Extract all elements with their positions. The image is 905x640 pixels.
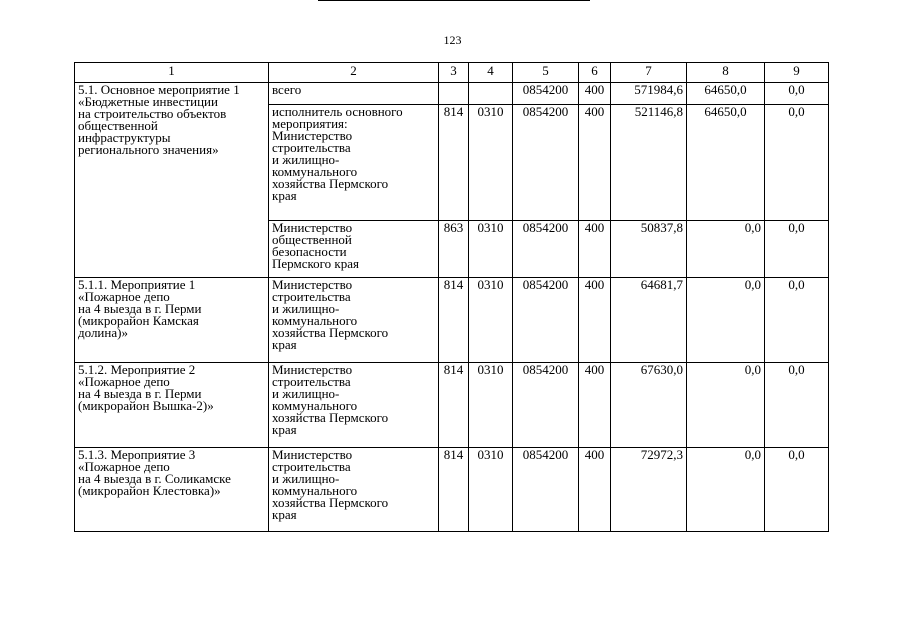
table-row [75,83,829,105]
cell-col6: 400 [579,83,611,105]
cell-col3: 863 [439,221,469,278]
cell-col9: 0,0 [765,105,829,221]
cell-col8: 0,0 [687,221,765,278]
cell-col3: 814 [439,363,469,448]
cell-col3 [439,83,469,105]
cell-col5: 0854200 [513,105,579,221]
table-row [75,278,829,363]
cell-col9: 0,0 [765,221,829,278]
executor-cell [269,278,439,363]
executor-cell [269,83,439,105]
measure-cell [75,83,269,278]
header-cell: 5 [513,63,579,83]
cell-col7: 72972,3 [611,448,687,532]
measure-cell [75,278,269,363]
executor-cell [269,448,439,532]
cell-col4 [469,83,513,105]
measure-text: 5.1.3. Мероприятие 3 «Пожарное депо на 4 выезда в г. Соликамске (микрорайон Клестовка)» [78,447,231,498]
cell-col4: 0310 [469,363,513,448]
cell-col7: 571984,6 [611,83,687,105]
cell-col9: 0,0 [765,83,829,105]
executor-cell [269,363,439,448]
cell-col4: 0310 [469,221,513,278]
measure-cell [75,363,269,448]
header-cell: 6 [579,63,611,83]
cell-col3: 814 [439,105,469,221]
cell-col4: 0310 [469,448,513,532]
cell-col5: 0854200 [513,221,579,278]
header-cell: 4 [469,63,513,83]
top-rule [318,0,590,1]
table-row [75,363,829,448]
executor-cell [269,221,439,278]
cell-col4: 0310 [469,278,513,363]
cell-col7: 64681,7 [611,278,687,363]
cell-col4: 0310 [469,105,513,221]
cell-col5: 0854200 [513,363,579,448]
executor-text: Министерство общественной безопасности Пермского края [272,220,359,271]
table-row [75,448,829,532]
page-number: 123 [443,33,462,47]
measure-cell [75,448,269,532]
budget-table [74,62,829,532]
header-cell: 8 [687,63,765,83]
cell-col8: 64650,0 [687,83,765,105]
executor-text: Министерство строительства и жилищно- коммунального хозяйства Пермского края [272,277,389,352]
header-cell: 2 [269,63,439,83]
cell-col6: 400 [579,105,611,221]
executor-text: Министерство строительства и жилищно- коммунального хозяйства Пермского края [272,362,389,437]
cell-col9: 0,0 [765,278,829,363]
cell-col5: 0854200 [513,278,579,363]
cell-col6: 400 [579,221,611,278]
cell-col6: 400 [579,363,611,448]
cell-col7: 521146,8 [611,105,687,221]
cell-col9: 0,0 [765,448,829,532]
cell-col8: 64650,0 [687,105,765,221]
cell-col6: 400 [579,278,611,363]
cell-col8: 0,0 [687,448,765,532]
cell-col7: 50837,8 [611,221,687,278]
cell-col5: 0854200 [513,83,579,105]
header-cell: 7 [611,63,687,83]
executor-text: исполнитель основного мероприятия: Министерство строительства и жилищно- коммунального хозяйства Пермского края [272,104,403,203]
cell-col3: 814 [439,278,469,363]
cell-col3: 814 [439,448,469,532]
header-cell: 1 [75,63,269,83]
header-cell: 9 [765,63,829,83]
executor-text: всего [272,82,302,97]
cell-col6: 400 [579,448,611,532]
executor-text: Министерство строительства и жилищно- коммунального хозяйства Пермского края [272,447,389,522]
cell-col8: 0,0 [687,278,765,363]
measure-text: 5.1. Основное мероприятие 1 «Бюджетные инвестиции на строительство объектов общественной инфраструктуры регионального значения» [78,82,240,157]
cell-col7: 67630,0 [611,363,687,448]
table-header-row [75,63,829,83]
executor-cell [269,105,439,221]
cell-col8: 0,0 [687,363,765,448]
cell-col9: 0,0 [765,363,829,448]
measure-text: 5.1.1. Мероприятие 1 «Пожарное депо на 4 выезда в г. Перми (микрорайон Камская долина)» [78,277,202,340]
cell-col5: 0854200 [513,448,579,532]
header-cell: 3 [439,63,469,83]
measure-text: 5.1.2. Мероприятие 2 «Пожарное депо на 4 выезда в г. Перми (микрорайон Вышка-2)» [78,362,214,413]
